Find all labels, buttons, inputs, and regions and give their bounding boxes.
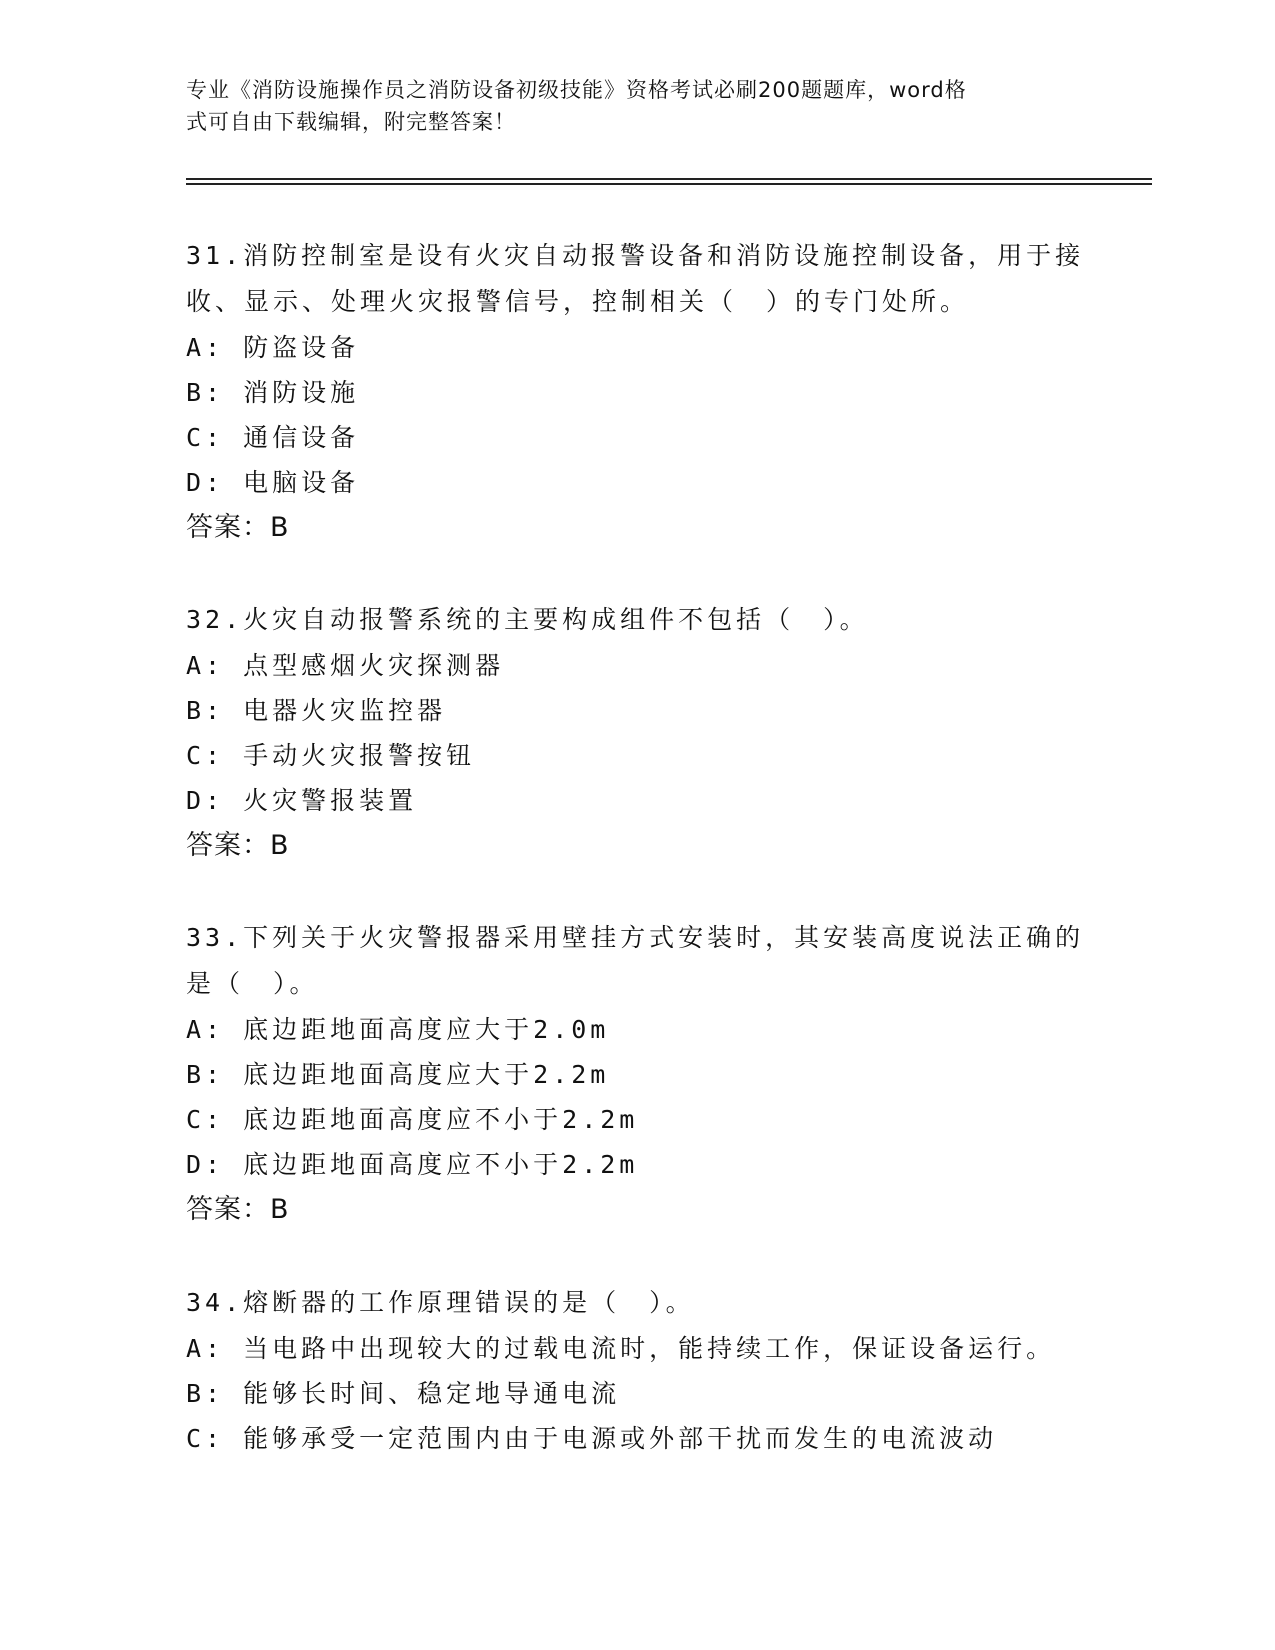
question-34 [186,1280,1086,1461]
option-c: C: 底边距地面高度应不小于2.2m [186,1105,639,1134]
option-d: D: 火灾警报装置 [186,786,418,815]
header-line-2: 式可自由下载编辑，附完整答案！ [186,110,516,134]
question-stem-line-1: 34.熔断器的工作原理错误的是（ ）。 [186,1288,695,1317]
question-stem-line-1: 32.火灾自动报警系统的主要构成组件不包括（ ）。 [186,605,869,634]
document-header [186,74,1086,138]
option-c: C: 能够承受一定范围内由于电源或外部干扰而发生的电流波动 [186,1424,998,1453]
option-a: A: 当电路中出现较大的过载电流时，能持续工作，保证设备运行。 [186,1334,1056,1363]
option-b: B: 能够长时间、稳定地导通电流 [186,1379,621,1408]
question-stem-line-2: 收、显示、处理火灾报警信号，控制相关（ ）的专门处所。 [186,287,970,316]
answer: 答案：B [186,512,290,543]
question-stem-line-1: 33.下列关于火灾警报器采用壁挂方式安装时，其安装高度说法正确的 [186,923,1085,952]
option-d: D: 底边距地面高度应不小于2.2m [186,1150,639,1179]
option-b: B: 底边距地面高度应大于2.2m [186,1060,610,1089]
header-line-1: 专业《消防设施操作员之消防设备初级技能》资格考试必刷200题题库，word格 [186,78,967,102]
question-32 [186,597,1086,869]
option-b: B: 消防设施 [186,378,360,407]
header-divider-bottom [186,183,1152,185]
answer: 答案：B [186,830,290,861]
option-c: C: 手动火灾报警按钮 [186,741,476,770]
option-b: B: 电器火灾监控器 [186,696,447,725]
question-31 [186,233,1086,551]
question-33 [186,915,1086,1233]
option-a: A: 底边距地面高度应大于2.0m [186,1015,610,1044]
header-divider-top [186,178,1152,180]
option-d: D: 电脑设备 [186,468,360,497]
question-stem-line-1: 31.消防控制室是设有火灾自动报警设备和消防设施控制设备，用于接 [186,241,1085,270]
option-a: A: 防盗设备 [186,333,360,362]
option-a: A: 点型感烟火灾探测器 [186,651,505,680]
option-c: C: 通信设备 [186,423,360,452]
question-stem-line-2: 是（ ）。 [186,969,319,998]
answer: 答案：B [186,1194,290,1225]
